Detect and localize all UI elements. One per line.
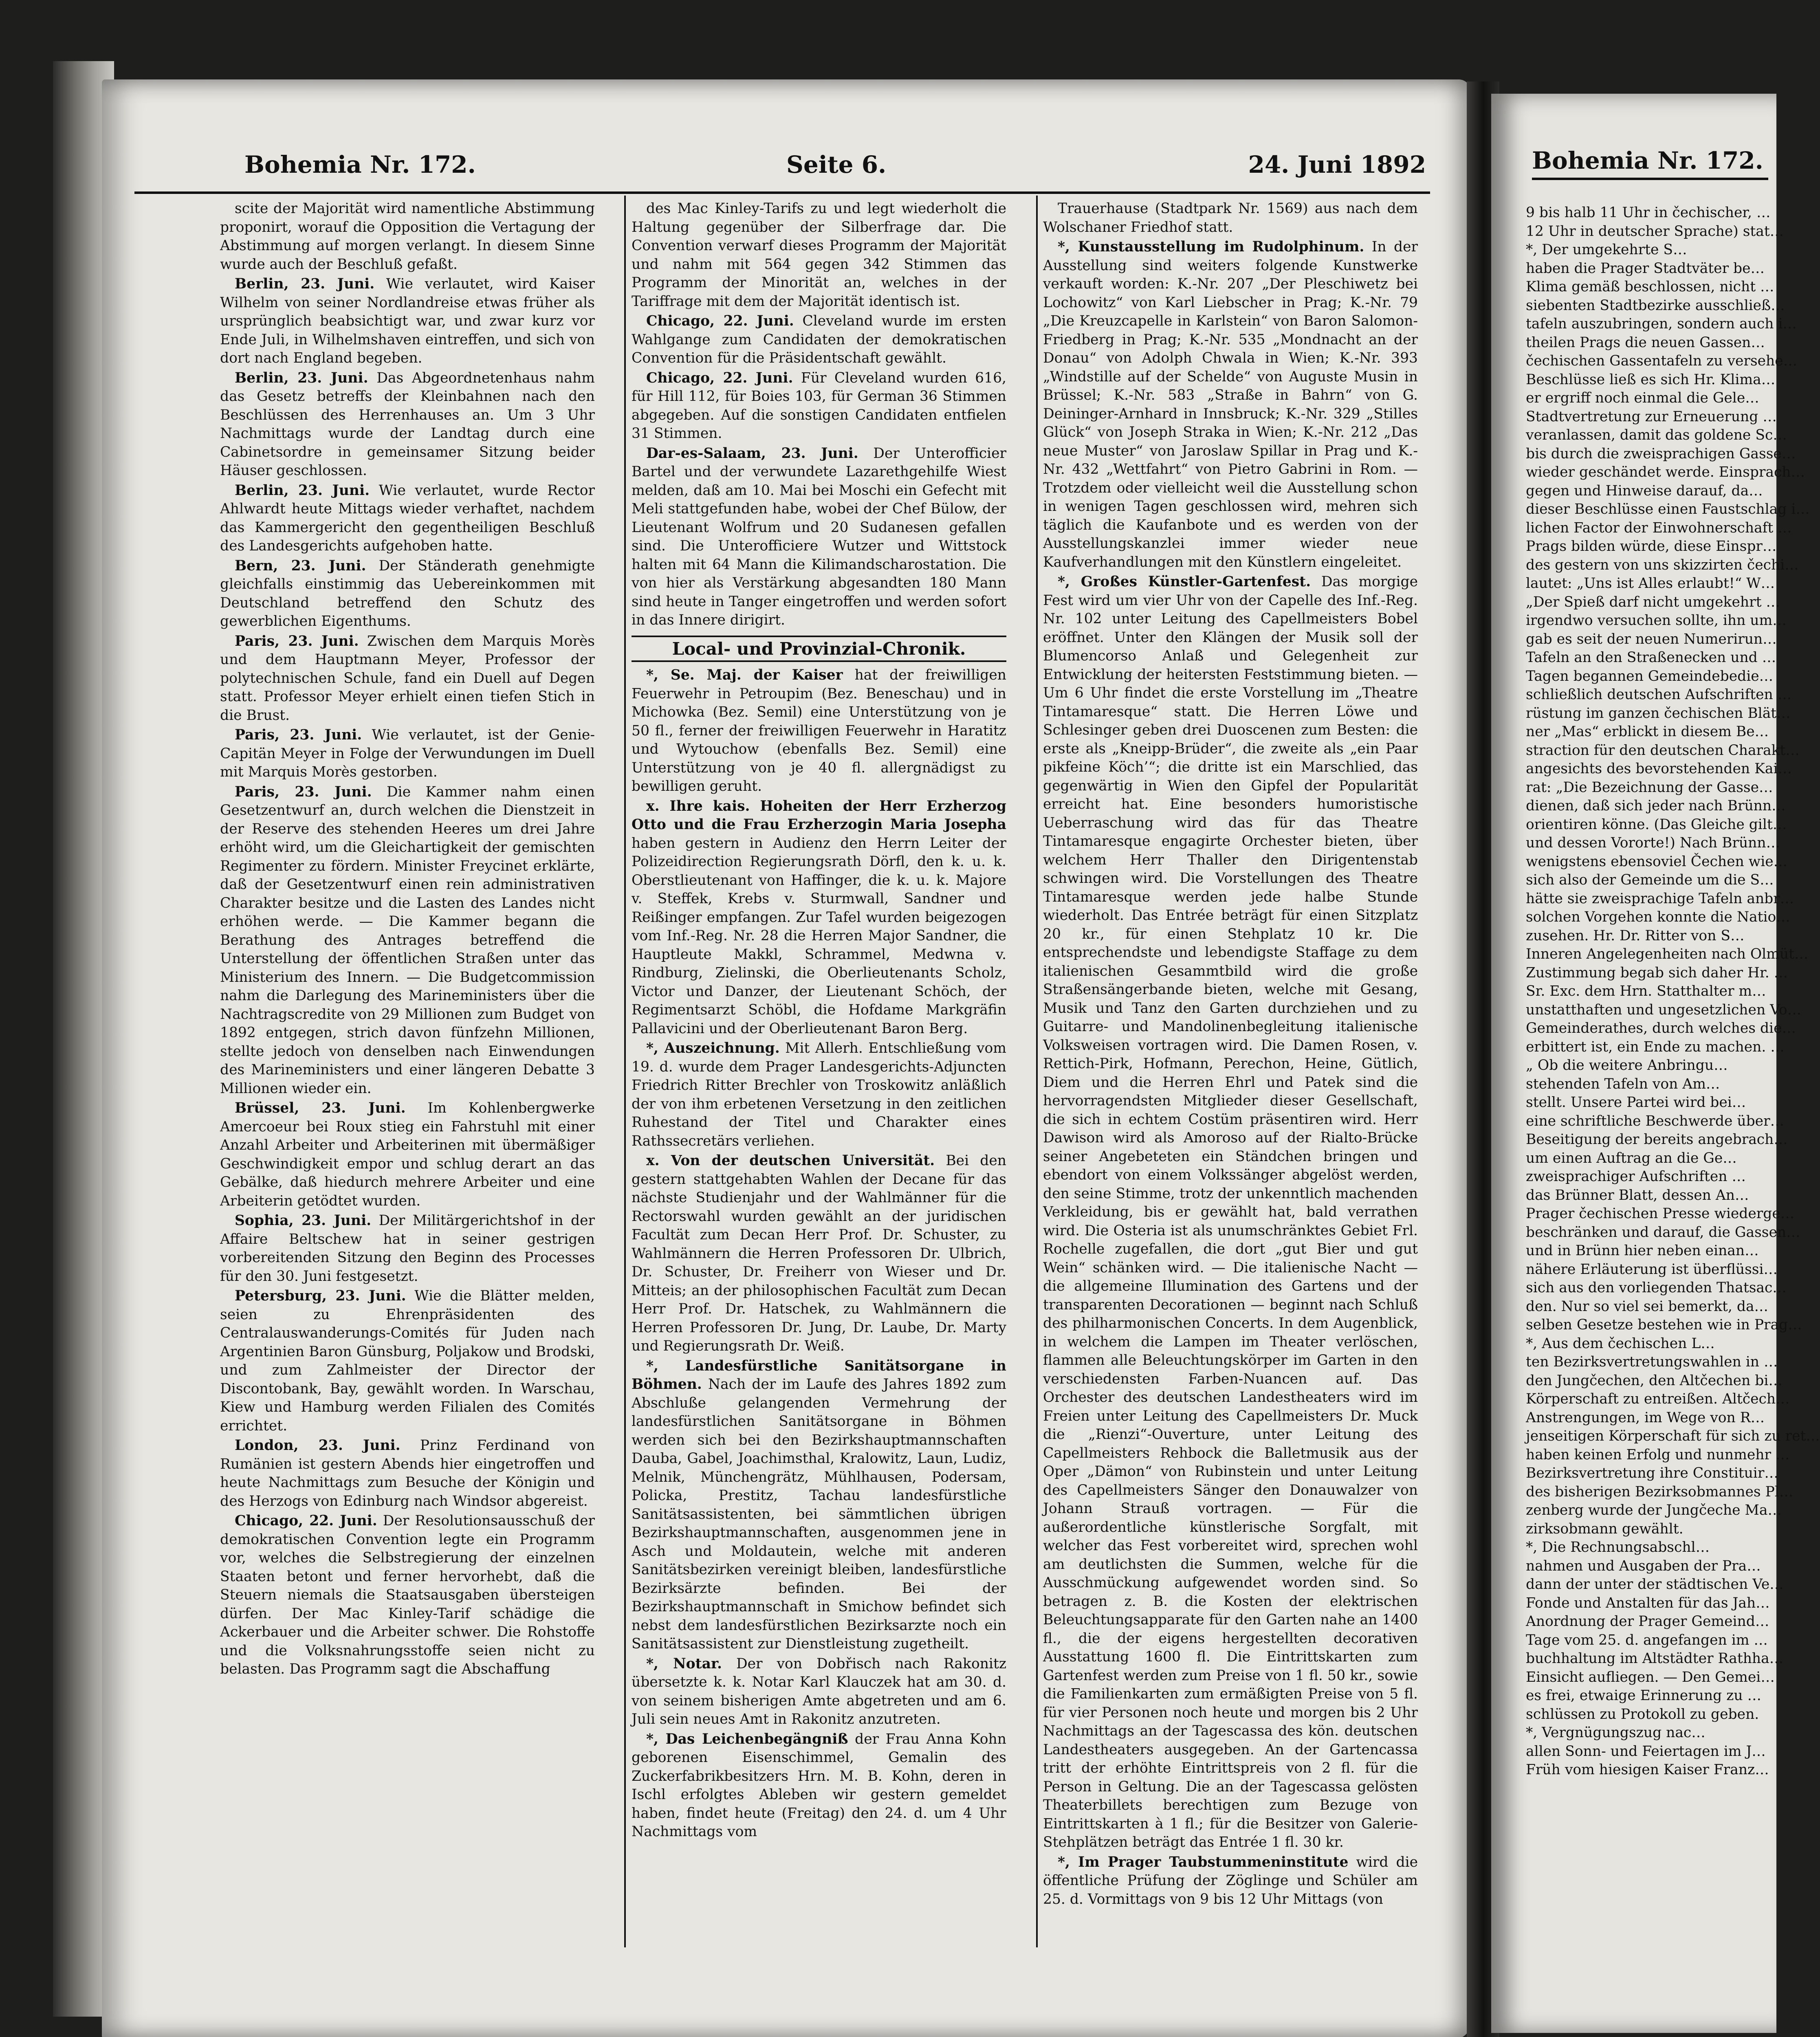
article-entry	[632, 1357, 1006, 1654]
article-entry	[632, 1655, 1006, 1729]
facing-page-line: sich also der Gemeinde um die S…	[1526, 872, 1774, 888]
article-dateline: Bern, 23. Juni.	[235, 557, 366, 574]
facing-page-line: „Der Spieß darf nicht umgekehrt …	[1526, 594, 1780, 610]
facing-page-line: ner „Mas“ erblickt in diesem Be…	[1526, 724, 1769, 740]
facing-page-line: zusehen. Hr. Dr. Ritter von S…	[1526, 927, 1745, 944]
article-dateline: *, Im Prager Taubstummeninstitute	[1058, 1854, 1349, 1870]
facing-page-line: Beseitigung der bereits angebrach…	[1526, 1131, 1788, 1148]
facing-page-line: 9 bis halb 11 Uhr in čechischer, …	[1526, 205, 1771, 221]
article-text: Das morgige Fest wird um vier Uhr von der Capelle des Inf.-Reg. Nr. 102 unter Leitung des Capellmeisters Bobel eröffnet. Unter den Klängen der Musik soll der Blumencorso Anlaß und Gelegenheit zur Entwicklung der heitersten Feststimmung bieten. — Um 6 Uhr findet die erste Vorstellung im „Theatre Tintamaresque“ statt. Die Herren Löwe und Schlesinger geben drei Duoscenen zum Besten: die erste als „Kneipp-Brüder“, die zweite als „ein Paar pikfeine Köch’“; die dritte ist ein Marschlied, das gegenwärtig in Wien den Gipfel der Popularität erreicht hat. Eine besonders humoristische Ueberraschung wird das für das Theatre Tintamaresque engagirte Orchester bieten, über welchem Herr Thaller den Dirigentenstab schwingen wird. Die Vorstellungen des Theatre Tintamaresque werden jede halbe Stunde wiederholt. Das Entrée beträgt für einen Sitzplatz 20 kr., für einen Stehplatz 10 kr. Die entsprechendste und lebendigste Staffage zu dem italienischen Gesammtbild wird die große Straßensängerbande bieten, welche mit Gesang, Musik und Tanz den Garten durchziehen und zu Guitarre- und Mandolinenbegleitung italienische Volksweisen vortragen wird. Die Damen Rosen, v. Rettich-Pirk, Hofmann, Perechon, Heine, Gütlich, Diem und die Herren Ehrl und Patek sind die hervorragendsten Mitglieder dieser Gesellschaft, die sich in echtem Costüm präsentiren wird. Herr Dawison wird als Amoroso auf der Rialto-Brücke seiner Angebeteten ein Ständchen bringen und ebendort von einem Volkssänger abgelöst werden, den seine Stimme, trotz der unkenntlich machenden Verkleidung, bis er gewählt hat, bald verrathen wird. Die Osteria ist als unumschränktes Gebiet Frl. Rochelle zugefallen, die dort „gut Bier und gut Wein“ schänken wird. — Die italienische Nacht — die allgemeine Illumination des Gartens und der transparenten Decorationen — beginnt nach Schluß des philharmonischen Concerts. In dem Augenblick, in welchem die Lampen im Theater verlöschen, flammen alle Beleuchtungskörper im Garten in den verschiedensten Farben-Nuancen auf. Das Orchester des deutschen Landestheaters wird im Freien unter Leitung des Capellmeisters Dr. Muck die „Rienzi“-Ouverture, unter Leitung des Capellmeisters Rehbock die Balletmusik aus der Oper „Dämon“ von Rubinstein und unter Leitung des Capellmeisters Sänger den Donauwalzer von Johann Strauß vortragen. — Für die außerordentliche künstlerische Sorgfalt, mit welcher das Fest vorbereitet wird, sprechen wohl am deutlichsten die Summen, welche für die Ausschmückung aufgewendet worden sind. So betragen z. B. die Kosten der elektrischen Beleuchtungsapparate für den Garten nahe an 1400 fl., die der eigens hergestellten decorativen Ausstattung 1600 fl. Die Eintrittskarten zum Gartenfest werden zum Preise von 1 fl. 50 kr., sowie die Familienkarten zum ermäßigten Preise von 5 fl. für vier Personen noch heute und morgen bis 2 Uhr Nachmittags an der Tagescassa des kön. deutschen Landestheaters ausgegeben. An der Gartencassa tritt der erhöhte Eintrittspreis von 2 fl. für die Person in Geltung. Die an der Tagescassa gelösten Theaterbillets berechtigen zum Bezuge von Eintrittskarten à 1 fl.; für die Besitzer von Galerie-Stehplätzen beträgt das Entrée 1 fl. 30 kr.	[1043, 574, 1418, 1850]
article-text: In der Ausstellung sind weiters folgende Kunstwerke verkauft worden: K.-Nr. 207 „Der Pleschiwetz bei Lochowitz“ von Karl Liebscher in Prag; K.-Nr. 79 „Die Kreuzcapelle in Karlstein“ von Baron Salomon-Friedberg in Prag; K.-Nr. 535 „Mondnacht an der Donau“ von Adolph Chwala in Wien; K.-Nr. 393 „Windstille auf der Schelde“ von Auguste Musin in Brüssel; K.-Nr. 583 „Straße in Bahrn“ von G. Deininger-Arnhard in Innsbruck; K.-Nr. 329 „Stilles Glück“ von Joseph Straka in Wien; K.-Nr. 212 „Das neue Muster“ von Jaroslaw Spillar in Prag und K.-Nr. 432 „Wettfahrt“ von Pietro Gabrini in Rom. — Trotzdem oder vielleicht weil die Ausstellung schon in wenigen Tagen geschlossen wird, mehren sich täglich die Kaufanbote und es werden von der Ausstellungskanzlei immer wieder neue Kaufverhandlungen mit den Künstlern eingeleitet.	[1043, 239, 1418, 570]
facing-page-line: Inneren Angelegenheiten nach Olmüt…	[1526, 946, 1809, 962]
article-dateline: Berlin, 23. Juni.	[235, 482, 370, 499]
facing-page-line: haben keinen Erfolg und nunmehr …	[1526, 1446, 1790, 1463]
article-text: hat der freiwilligen Feuerwehr in Petroupim (Bez. Beneschau) und in Michowka (Bez. Semil) eine Unterstützung von je 50 fl., ferner der freiwilligen Feuerwehr in Haratitz und Wytouchow (ebenfalls Bez. Semil) eine Unterstützung von je 40 fl. allergnädigst zu bewilligen geruht.	[632, 667, 1006, 794]
facing-page-line: Prager čechischen Presse wiederge…	[1526, 1205, 1795, 1222]
column-1	[220, 200, 595, 1951]
article-text: Das Abgeordnetenhaus nahm das Gesetz betreffs der Kleinbahnen nach den Beschlüssen des Herrenhauses an. Um 3 Uhr Nachmittags wurde der Landtag durch eine Cabinetsordre in gemeinsamer Sitzung beider Häuser geschlossen.	[220, 370, 595, 479]
article-text: Wie die Blätter melden, seien zu Ehrenpräsidenten des Centralauswanderungs-Comités für Juden nach Argentinien Baron Günsburg, Poljakow und Brodski, und zum Zahlmeister der Director der Discontobank, Bay, gewählt worden. In Warschau, Kiew und Hamburg werden Filialen des Comités errichtet.	[220, 1288, 595, 1434]
facing-page-line: nahmen und Ausgaben der Pra…	[1526, 1557, 1761, 1574]
article-text: Wie verlautet, wird Kaiser Wilhelm von seiner Nordlandreise etwas früher als ursprünglich beabsichtigt war, und zwar kurz vor Ende Juli, in Wilhelmshaven eintreffen, und sich von dort nach England begeben.	[220, 276, 595, 366]
facing-page-line: er ergriff noch einmal die Gele…	[1526, 390, 1759, 406]
article-entry	[220, 557, 595, 631]
article-entry	[1043, 573, 1418, 1852]
facing-page-line: *, Aus dem čechischen L…	[1526, 1335, 1715, 1352]
facing-page-line: Klima gemäß beschlossen, nicht …	[1526, 279, 1774, 295]
facing-page-line: zweisprachiger Aufschriften …	[1526, 1168, 1746, 1185]
facing-page-line: des bisherigen Bezirksobmannes Pl…	[1526, 1483, 1794, 1500]
facing-page-line: nähere Erläuterung ist überflüssi…	[1526, 1261, 1778, 1278]
facing-page-line: rat: „Die Bezeichnung der Gasse…	[1526, 779, 1773, 796]
article-text: Wie verlautet, wurde Rector Ahlwardt heute Mittags wieder verhaftet, nachdem das Kammergericht den gegentheiligen Beschluß des Landesgerichts aufgehoben hatte.	[220, 482, 595, 554]
facing-page-line: veranlassen, damit das goldene Sc…	[1526, 427, 1787, 443]
facing-page-line: irgendwo versuchen sollte, ihn um…	[1526, 612, 1787, 629]
article-text: Wie verlautet, ist der Genie-Capitän Meyer in Folge der Verwundungen im Duell mit Marquis Morès gestorben.	[220, 727, 595, 780]
article-entry	[220, 1212, 595, 1286]
facing-page-line: schließlich deutschen Aufschriften …	[1526, 686, 1792, 703]
facing-page-line: Tage vom 25. d. angefangen im …	[1526, 1632, 1768, 1648]
article-text: Bei den gestern stattgehabten Wahlen der Decane für das nächste Studienjahr und der Wahlmänner für die Rectorswahl wurden gewählt an der juridischen Facultät zum Decan Herr Prof. Dr. Schuster, zu Wahlmännern die Herren Professoren Dr. Ulbrich, Dr. Schuster, Dr. Freiherr von Wieser und Dr. Mitteis; an der philosophischen Facultät zum Decan Herr Prof. Dr. Hatschek, zu Wahlmännern die Herren Professoren Dr. Jung, Dr. Laube, Dr. Marty und Regierungsrath Dr. Weiß.	[632, 1153, 1007, 1354]
article-text: des Mac Kinley-Tarifs zu und legt wiederholt die Haltung gegenüber der Silberfrage dar. Die Convention verwarf dieses Programm der Majorität und nahm mit 564 gegen 342 Stimmen das Programm der Minorität an, welches in der Tariffrage mit dem der Majorität identisch ist.	[632, 200, 1006, 310]
facing-page-line: siebenten Stadtbezirke ausschließ…	[1526, 297, 1785, 314]
article-text: Trauerhause (Stadtpark Nr. 1569) aus nach dem Wolschaner Friedhof statt.	[1043, 200, 1418, 235]
article-entry	[632, 444, 1006, 630]
facing-page-line: Prags bilden würde, diese Einspr…	[1526, 538, 1777, 554]
facing-page-line: stellt. Unsere Partei wird bei…	[1526, 1094, 1746, 1111]
article-dateline: Berlin, 23. Juni.	[235, 370, 368, 386]
article-dateline: Paris, 23. Juni.	[235, 727, 362, 743]
facing-page-line: Bezirksvertretung ihre Constituir…	[1526, 1465, 1778, 1481]
article-entry	[220, 1512, 595, 1679]
article-entry	[632, 666, 1006, 796]
article-text: Für Cleveland wurden 616, für Hill 112, für Boies 103, für German 36 Stimmen abgegeben. Auf die sonstigen Candidaten entfielen 31 Stimmen.	[632, 370, 1006, 442]
article-text: Der Resolutionsausschuß der demokratischen Convention legte ein Programm vor, welches die Selbstregierung der einzelnen Staaten betont und ferner hervorhebt, daß die Steuern niemals die Staatsausgaben übersteigen dürfen. Der Mac Kinley-Tarif schädige die Ackerbauer und die Arbeiter schwer. Die Rohstoffe und die Volksnahrungsstoffe seien nicht zu belasten. Das Programm sagt die Abschaffung	[220, 1513, 595, 1677]
article-dateline: Petersburg, 23. Juni.	[235, 1288, 406, 1304]
article-entry	[220, 200, 595, 274]
facing-page-line: hätte sie zweisprachige Tafeln anbr…	[1526, 890, 1794, 907]
facing-page-line: wenigstens ebensoviel Čechen wie…	[1526, 853, 1788, 870]
facing-page-line: schlüssen zu Protokoll zu geben.	[1526, 1706, 1759, 1722]
article-text: Cleveland wurde im ersten Wahlgange zum Candidaten der demokratischen Convention für die Präsidentschaft gewählt.	[632, 313, 1007, 366]
facing-page-line: dieser Beschlüsse einen Faustschlag i…	[1526, 501, 1810, 517]
article-dateline: *, Se. Maj. der Kaiser	[646, 667, 843, 683]
article-text: Der Unterofficier Bartel und der verwundete Lazarethgehilfe Wiest melden, daß am 10. Mai bei Moschi ein Gefecht mit Meli stattgefunden habe, wobei der Chef Bülow, der Lieutenant Wolfrum und 20 Sudanesen gefallen sind. Die Unterofficiere Wutzer und Wittstock halten mit 64 Mann die Kilimandscharostation. Die von hier als Verstärkung abgesandten 180 Mann sind heute in Tanger eingetroffen und werden sofort in das Innere dirigirt.	[632, 445, 1006, 628]
facing-page-line: den Jungčechen, den Altčechen bi…	[1526, 1372, 1783, 1389]
facing-page-line: es frei, etwaige Erinnerung zu …	[1526, 1687, 1762, 1704]
facing-page-line: Körperschaft zu entreißen. Altčech…	[1526, 1391, 1790, 1407]
facing-page-line: „ Ob die weitere Anbringu…	[1526, 1057, 1728, 1073]
article-entry	[220, 726, 595, 782]
article-text: haben gestern in Audienz den Herrn Leiter der Polizeidirection Regierungsrath Dörfl, den k. u. k. Oberstlieutenant von Haffinger, die k. u. k. Majore v. Steffek, Krebs v. Sturmwall, Sandner und Reißinger empfangen. Zur Tafel wurden beigezogen vom Inf.-Reg. Nr. 28 die Herren Major Sandner, die Hauptleute Makkl, Schrammel, Medwna v. Rindburg, Zielinski, die Oberlieutenants Scholz, Victor und Danzer, der Lieutenant Schöch, der Regimentsarzt Schöbl, die Hofdame Markgräfin Pallavicini und der Oberlieutenant Baron Berg.	[632, 835, 1006, 1037]
facing-page-line: čechischen Gassentafeln zu versehe…	[1526, 353, 1798, 369]
facing-page-column	[1526, 204, 1820, 1956]
article-dateline: *, Auszeichnung.	[646, 1040, 780, 1056]
facing-page-line: gab es seit der neuen Numerirun…	[1526, 631, 1777, 647]
article-entry	[220, 482, 595, 556]
facing-page-line: bis durch die zweisprachigen Gasse…	[1526, 445, 1796, 462]
facing-page-line: Tagen begannen Gemeindebedie…	[1526, 668, 1774, 684]
article-entry	[632, 312, 1006, 368]
column-rule	[1036, 196, 1038, 1947]
facing-page-line: Stadtvertretung zur Erneuerung …	[1526, 408, 1777, 425]
article-text: Prinz Ferdinand von Rumänien ist gestern Abends hier eingetroffen und heute Nachmittags zum Besuche der Königin und des Herzogs von Edinburg nach Windsor abgereist.	[220, 1437, 595, 1509]
facing-page-line: Einsicht aufliegen. — Den Gemei…	[1526, 1669, 1775, 1685]
facing-page-line: beschränken und darauf, die Gassen…	[1526, 1224, 1800, 1241]
article-entry	[632, 1152, 1006, 1356]
facing-page-line: Anordnung der Prager Gemeind…	[1526, 1613, 1769, 1630]
article-entry	[632, 797, 1006, 1038]
facing-page-line: Zustimmung begab sich daher Hr. …	[1526, 964, 1788, 981]
column-rule	[624, 196, 626, 1947]
article-entry	[632, 1039, 1006, 1150]
facing-page-line: 12 Uhr in deutscher Sprache) stat…	[1526, 223, 1784, 240]
facing-page-line: Sr. Exc. dem Hrn. Statthalter m…	[1526, 983, 1766, 999]
article-dateline: Brüssel, 23. Juni.	[235, 1100, 406, 1116]
facing-page-line: buchhaltung im Altstädter Rathha…	[1526, 1650, 1784, 1667]
facing-page-line: dienen, daß sich jeder nach Brünn…	[1526, 798, 1786, 814]
facing-page-line: Beschlüsse ließ es sich Hr. Klima…	[1526, 371, 1776, 388]
article-text: Nach der im Laufe des Jahres 1892 zum Abschluße gelangenden Vermehrung der landesfürstlichen Sanitätsorgane in Böhmen werden sich bei den Bezirkshauptmannschaften Dauba, Gabel, Joachimsthal, Kralowitz, Laun, Ludiz, Melnik, Münchengrätz, Mühlhausen, Podersam, Policka, Prestitz, Tachau landesfürstliche Sanitätsassistenten, bei sämmtlichen übrigen Bezirkshauptmannschaften, ausgenommen jene in Asch und Moldautein, welche mit anderen Sanitätsbezirken vereinigt bleiben, landesfürstliche Bezirksärzte befinden. Bei der Bezirkshauptmannschaft in Smichow befindet sich nebst dem landesfürstlichen Bezirksarzte noch ein Sanitätsassistent zur Dienstleistung zugetheilt.	[632, 1376, 1007, 1652]
facing-page-line: Anstrengungen, im Wege von R…	[1526, 1409, 1765, 1426]
article-entry	[220, 1287, 595, 1435]
article-text: Mit Allerh. Entschließung vom 19. d. wurde dem Prager Landesgerichts-Adjuncten Friedrich Ritter Brechler von Troskowitz anläßlich der von ihm erbetenen Versetzung in den zeitlichen Ruhestand der Titel und Charakter eines Rathssecretärs verliehen.	[632, 1040, 1007, 1149]
facing-page-line: zirksobmann gewählt.	[1526, 1520, 1684, 1537]
article-entry	[220, 275, 595, 368]
section-title: Local- und Provinzial-Chronik.	[632, 636, 1006, 662]
facing-page-line: Fonde und Anstalten für das Jah…	[1526, 1595, 1770, 1611]
article-dateline: x. Von der deutschen Universität.	[646, 1153, 935, 1169]
article-dateline: Paris, 23. Juni.	[235, 633, 359, 649]
article-text: Im Kohlenbergwerke Amercoeur bei Roux stieg ein Fahrstuhl mit einer Anzahl Arbeiter und Arbeiterinen mit übermäßiger Geschwindigkeit empor und schlug derart an das Gebälke, daß hiedurch mehrere Arbeiter und eine Arbeiterin getödtet wurden.	[220, 1100, 595, 1209]
facing-page-line: Früh vom hiesigen Kaiser Franz…	[1526, 1762, 1769, 1778]
header-date: 24. Juni 1892	[1248, 151, 1426, 178]
article-text: Die Kammer nahm einen Gesetzentwurf an, durch welchen die Dienstzeit in der Reserve des stehenden Heeres um drei Jahre erhöht wird, um die Gleichartigkeit der gemischten Regimenter zu fördern. Minister Freycinet erklärte, daß der Gesetzentwurf einen rein administrativen Charakter besitze und die Lasten des Landes nicht erhöhen werde. — Die Kammer begann die Berathung des Antrages betreffend die Unterstellung der öffentlichen Straßen unter das Ministerium des Innern. — Die Budgetcommission nahm die Darlegung des Marineministers über die Nachtragscredite von 29 Millionen zum Budget von 1892 entgegen, strich davon fünfzehn Millionen, stellte jedoch von denselben nach Einwendungen des Marineministers und einer längeren Debatte 3 Millionen wieder ein.	[220, 783, 595, 1097]
facing-page-line: solchen Vorgehen konnte die Natio…	[1526, 909, 1790, 925]
article-entry	[220, 783, 595, 1098]
article-entry	[220, 1099, 595, 1210]
header-page-number: Seite 6.	[786, 151, 887, 178]
article-text: Der Ständerath genehmigte gleichfalls einstimmig das Uebereinkommen mit Deutschland betreffend den Schutz des gewerblichen Eigenthums.	[220, 557, 595, 629]
facing-page-line: eine schriftliche Beschwerde über…	[1526, 1113, 1785, 1129]
article-text: wird die öffentliche Prüfung der Zöglinge und Schüler am 25. d. Vormittags von 9 bis 12 Uhr Mittags (von	[1043, 1854, 1418, 1907]
article-text: Der Militärgerichtshof in der Affaire Beltschew hat in seiner gestrigen vorbereitenden Sitzung den Beginn des Processes für den 30. Juni festgesetzt.	[220, 1212, 595, 1285]
article-dateline: London, 23. Juni.	[235, 1437, 401, 1454]
facing-page-header: Bohemia Nr. 172.	[1532, 147, 1768, 180]
article-dateline: *, Großes Künstler-Gartenfest.	[1058, 574, 1311, 590]
facing-page-line: angesichts des bevorstehenden Kai…	[1526, 761, 1792, 777]
facing-page-line: unstatthaften und ungesetzlichen Vo…	[1526, 1001, 1802, 1018]
column-3	[1043, 200, 1418, 1951]
article-entry	[220, 369, 595, 480]
facing-page-line: Gemeinderathes, durch welches die…	[1526, 1020, 1796, 1036]
facing-page-line: straction für den deutschen Charakt…	[1526, 742, 1800, 759]
facing-page-line: selben Gesetze bestehen wie in Prag…	[1526, 1317, 1802, 1333]
facing-page-line: tafeln auszubringen, sondern auch i…	[1526, 316, 1797, 332]
column-2	[632, 200, 1006, 1951]
facing-page-line: rüstung im ganzen čechischen Blät…	[1526, 705, 1791, 722]
facing-page-line: und dessen Vororte!) Nach Brünn…	[1526, 835, 1780, 851]
facing-page-line: lautet: „Uns ist Alles erlaubt!“ W…	[1526, 575, 1775, 592]
article-dateline: Chicago, 22. Juni.	[646, 370, 793, 386]
article-dateline: Chicago, 22. Juni.	[646, 313, 794, 329]
article-dateline: Chicago, 22. Juni.	[235, 1513, 377, 1529]
facing-page-line: allen Sonn- und Feiertagen im J…	[1526, 1743, 1766, 1760]
article-dateline: x. Ihre kais. Hoheiten der Herr Erzherzog Otto und die Frau Erzherzogin Maria Josepha	[632, 798, 1006, 833]
article-dateline: *, Das Leichenbegängniß	[646, 1731, 848, 1747]
facing-page-line: Tafeln an den Straßenecken und …	[1526, 649, 1776, 666]
article-entry	[632, 369, 1006, 443]
facing-page-line: gegen und Hinweise darauf, da…	[1526, 482, 1763, 499]
facing-page-line: orientiren könne. (Das Gleiche gilt…	[1526, 816, 1787, 833]
article-dateline: *, Landesfürstliche Sanitätsorgane in Böhmen.	[632, 1357, 1006, 1392]
article-dateline: Paris, 23. Juni.	[235, 783, 372, 800]
facing-page-line: wieder geschändet werde. Einsprach…	[1526, 464, 1805, 480]
facing-page-line: um einen Auftrag an die Ge…	[1526, 1150, 1737, 1166]
facing-page-line: haben die Prager Stadtväter be…	[1526, 260, 1765, 277]
article-entry	[220, 632, 595, 725]
article-dateline: Sophia, 23. Juni.	[235, 1212, 372, 1229]
article-dateline: Dar-es-Salaam, 23. Juni.	[646, 445, 858, 462]
article-dateline: *, Notar.	[646, 1655, 722, 1672]
facing-page-line: erbittert ist, ein Ende zu machen. …	[1526, 1038, 1785, 1055]
article-entry	[1043, 200, 1418, 237]
facing-page-line: ten Bezirksvertretungswahlen in …	[1526, 1354, 1778, 1370]
article-text: der Frau Anna Kohn geborenen Eisenschimmel, Gemalin des Zuckerfabrikbesitzers Hrn. M. B. Kohn, deren in Ischl erfolgtes Ableben wir gestern gemeldet haben, findet heute (Freitag) den 24. d. um 4 Uhr Nachmittags vom	[632, 1731, 1006, 1840]
facing-page-line: theilen Prags die neuen Gassen…	[1526, 334, 1765, 351]
facing-page-line: *, Der umgekehrte S…	[1526, 242, 1687, 258]
article-text: Der von Dobřisch nach Rakonitz übersetzte k. k. Notar Karl Klauczek hat am 30. d. von seinem bisherigen Amte abgetreten und am 6. Juli sein neues Amt in Rakonitz anzutreten.	[632, 1655, 1007, 1727]
article-entry	[1043, 1853, 1418, 1909]
page-header	[134, 147, 1430, 194]
facing-page-line: *, Die Rechnungsabschl…	[1526, 1539, 1710, 1555]
facing-page-line: jenseitigen Körperschaft für sich zu ret…	[1526, 1428, 1820, 1444]
facing-page-line: des gestern von uns skizzirten čechi…	[1526, 557, 1799, 573]
facing-page-line: lichen Factor der Einwohnerschaft …	[1526, 519, 1792, 536]
facing-page-line: den. Nur so viel sei bemerkt, da…	[1526, 1298, 1769, 1315]
article-dateline: Berlin, 23. Juni.	[235, 276, 375, 292]
article-entry	[632, 1730, 1006, 1841]
article-text: Zwischen dem Marquis Morès und dem Hauptmann Meyer, Professor der polytechnischen Schule, fand ein Duell auf Degen statt. Professor Meyer erhielt einen tiefen Stich in die Brust.	[220, 633, 595, 724]
article-entry	[632, 200, 1006, 311]
facing-page-line: das Brünner Blatt, dessen An…	[1526, 1187, 1749, 1203]
facing-page-line: zenberg wurde der Jungčeche Ma…	[1526, 1502, 1782, 1518]
header-issue: Bohemia Nr. 172.	[244, 151, 476, 178]
facing-page-line: und in Brünn hier neben einan…	[1526, 1243, 1759, 1259]
facing-page-line: *, Vergnügungszug nac…	[1526, 1725, 1706, 1741]
article-entry	[220, 1436, 595, 1511]
article-entry	[1043, 238, 1418, 572]
article-text: scite der Majorität wird namentliche Abstimmung proponirt, worauf die Opposition die Vertagung der Abstimmung auf morgen verlangt. In diesem Sinne wurde auch der Beschluß gefaßt.	[220, 200, 595, 273]
facing-page-line: stehenden Tafeln von Am…	[1526, 1076, 1720, 1092]
article-dateline: *, Kunstausstellung im Rudolphinum.	[1058, 239, 1364, 255]
facing-page-line: sich aus den vorliegenden Thatsac…	[1526, 1280, 1787, 1296]
facing-page-line: dann der unter der städtischen Ve…	[1526, 1576, 1784, 1593]
